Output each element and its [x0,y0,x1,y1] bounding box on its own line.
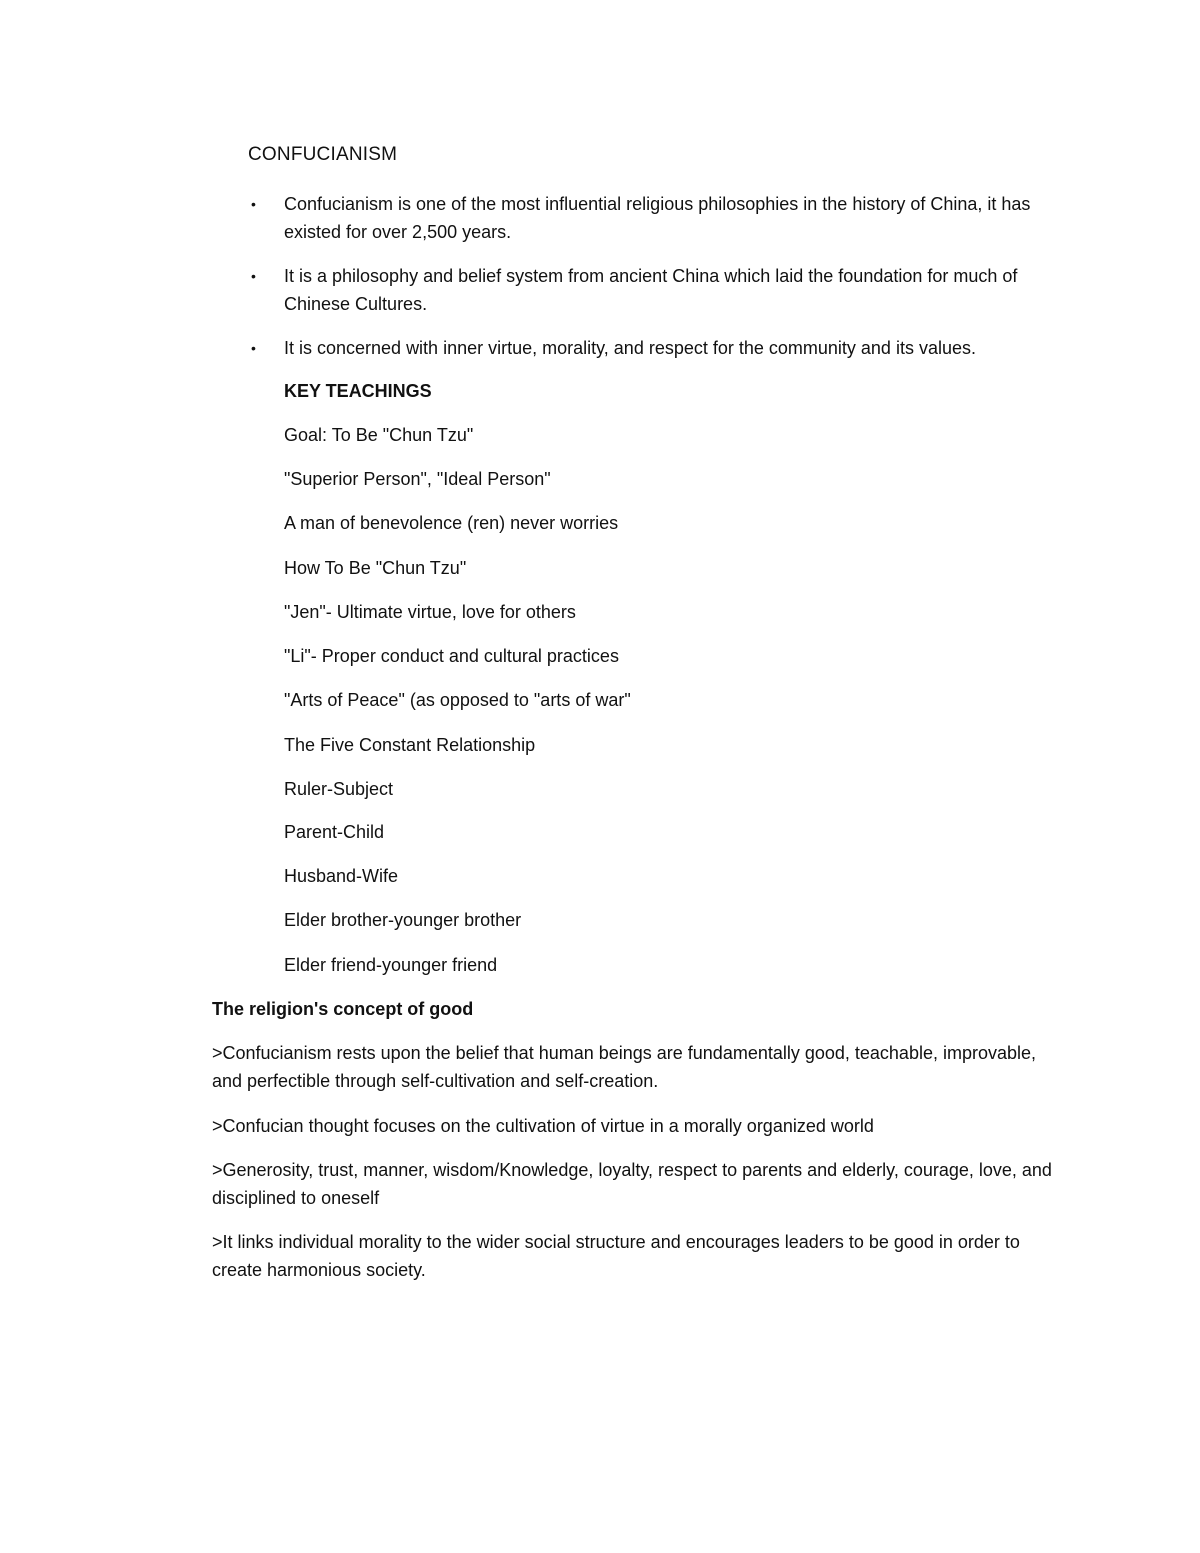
bullet-item [248,190,1068,246]
concept-paragraph: >It links individual morality to the wider social structure and encourages leaders to be good in order to create harmonious society. [212,1232,1020,1280]
teaching-line: Elder friend-younger friend [284,955,498,975]
concept-paragraph: >Confucianism rests upon the belief that human beings are fundamentally good, teachable, improvable, and perfectible through self-cultivation and self-creation. [212,1043,1037,1091]
concept-paragraph: >Confucian thought focuses on the cultivation of virtue in a morally organized world [212,1116,874,1136]
concept-heading: The religion's concept of good [212,999,474,1019]
bullet-text: Confucianism is one of the most influential religious philosophies in the history of China, it has existed for over 2,500 years. [284,194,1031,242]
bullet-text: It is a philosophy and belief system from ancient China which laid the foundation for much of Chinese Cultures. [284,266,1018,314]
concept-paragraph: >Generosity, trust, manner, wisdom/Knowledge, loyalty, respect to parents and elderly, courage, love, and disciplined to oneself [212,1160,1052,1208]
bullet-icon: • [251,196,256,212]
teaching-line: Elder brother-younger brother [284,910,522,930]
teaching-line: Ruler-Subject [284,779,394,799]
teaching-line: A man of benevolence (ren) never worries [284,513,619,533]
teaching-line: Parent-Child [284,822,385,842]
bullet-item [248,334,1068,362]
teaching-line: "Arts of Peace" (as opposed to "arts of war" [284,690,631,710]
key-teachings-heading: KEY TEACHINGS [284,381,432,401]
teaching-line: Husband-Wife [284,866,399,886]
bullet-icon: • [251,268,256,284]
teaching-line: The Five Constant Relationship [284,735,536,755]
teaching-line: How To Be "Chun Tzu" [284,558,467,578]
bullet-icon: • [251,340,256,356]
teaching-line: "Li"- Proper conduct and cultural practices [284,646,619,666]
bullet-text: It is concerned with inner virtue, morality, and respect for the community and its values. [284,338,976,358]
bullet-item [248,262,1068,318]
teaching-line: "Jen"- Ultimate virtue, love for others [284,602,576,622]
intro-bullet-list [248,190,1068,378]
document-title: CONFUCIANISM [248,144,398,165]
teaching-line: Goal: To Be "Chun Tzu" [284,425,474,445]
teaching-line: "Superior Person", "Ideal Person" [284,469,551,489]
